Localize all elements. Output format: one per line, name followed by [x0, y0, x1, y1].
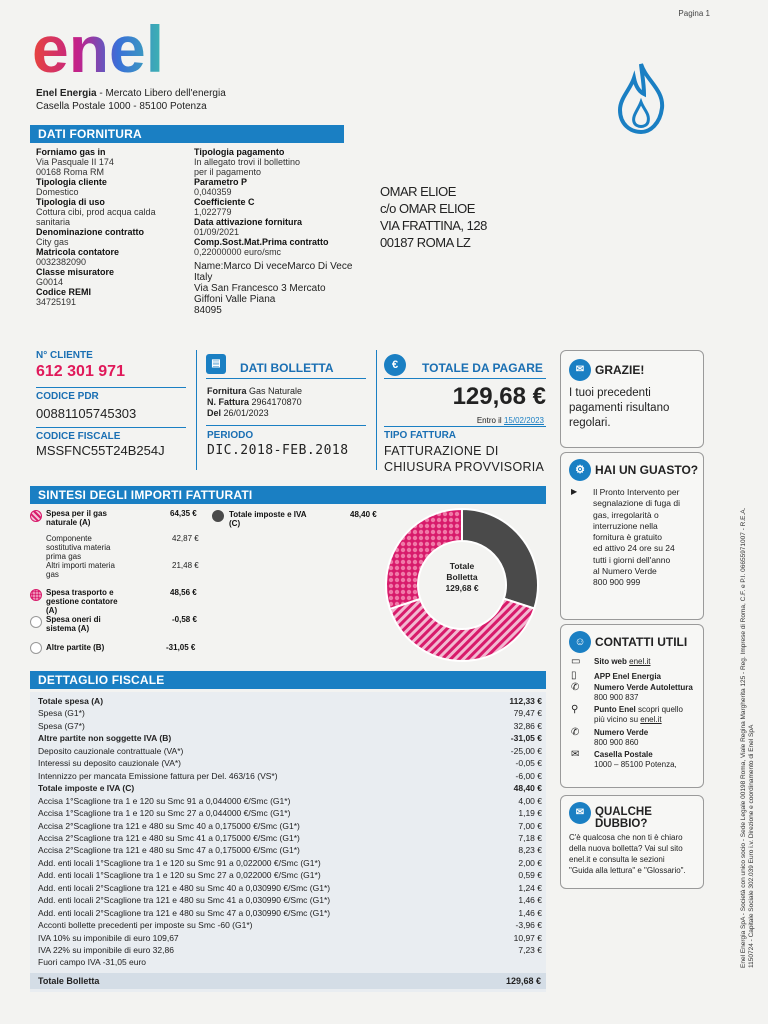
fornitura-left [36, 147, 191, 307]
table-row [38, 795, 546, 807]
table-row [38, 820, 546, 832]
row-value: -25,00 € [510, 745, 542, 756]
page-number: Pagina 1 [678, 9, 710, 18]
row-label: Accisa 2°Scaglione tra 121 e 480 su Smc 40 a 0,175000 €/Smc (G1*) [38, 820, 300, 831]
row-label: Totale spesa (A) [38, 696, 104, 706]
codice-pdr-value: 00881105745303 [36, 406, 137, 421]
grazie-title: GRAZIE! [595, 363, 645, 377]
table-row [38, 919, 546, 931]
grazie-box [560, 350, 704, 448]
company-header [36, 87, 226, 113]
dati-bolletta-title: DATI BOLLETTA [240, 361, 334, 375]
row-value: -3,96 € [515, 920, 542, 931]
row-value: 7,00 € [518, 820, 542, 831]
codice-pdr-label: CODICE PDR [36, 391, 99, 402]
sintesi-label: Altri importi materia gas [46, 561, 115, 579]
codice-fiscale-value: MSSFNC55T24B254J [36, 443, 165, 458]
sintesi-label: Spesa per il gas naturale (A) [46, 509, 107, 527]
sintesi-label: Spesa trasporto e gestione contatore (A) [46, 588, 118, 615]
altre-swatch-icon [30, 642, 42, 654]
enel-link[interactable]: enel.it [629, 657, 651, 666]
n-cliente-label: N° CLIENTE [36, 350, 93, 361]
periodo-label: PERIODO [207, 430, 254, 441]
arrow-icon: ▶ [571, 487, 578, 496]
totale-title: TOTALE DA PAGARE [422, 361, 543, 375]
gas-flame-icon [614, 62, 668, 139]
fornitura-left-item: Matricola contatore 0032382090 [36, 247, 120, 267]
company-address: Casella Postale 1000 - 85100 Potenza [36, 101, 207, 112]
row-value: 1,46 € [518, 895, 542, 906]
table-row [38, 832, 546, 844]
fornitura-left-item: Classe misuratore G0014 [36, 267, 115, 287]
periodo-value: DIC.2018-FEB.2018 [207, 443, 349, 458]
phone-icon: ✆ [571, 682, 580, 693]
row-label: Add. enti locali 2°Scaglione tra 121 e 480 su Smc 47 a 0,030990 €/Smc (G1*) [38, 907, 331, 918]
row-value: 32,86 € [513, 720, 542, 731]
sintesi-label: Altre partite (B) [46, 643, 105, 652]
row-label: Interessi su deposito cauzionale (VA*) [38, 758, 182, 769]
table-row [38, 857, 546, 869]
row-label: IVA 22% su imponibile di euro 32,86 [38, 945, 174, 955]
donut-center-label: Totale Bolletta 129,68 € [445, 561, 479, 593]
row-label: Intennizzo per mancata Emissione fattura per Del. 463/16 (VS*) [38, 770, 278, 781]
gas-swatch-icon [30, 510, 42, 522]
row-label: IVA 10% su imponibile di euro 109,67 [38, 932, 179, 943]
legal-sidebar-text: Enel Energia SpA - Società con unico socio - Sede Legale 00198 Roma, Viale Regina Margherita 125 - Reg. Imprese di Roma, C.F. e P.I. 06655971007 - R.E.A. 1150724 - Capitale Sociale 302.039 Euro i.v. Direzione e coordinamento di Enel SpA [740, 507, 755, 968]
row-value: 1,19 € [518, 808, 542, 819]
mailbox-icon: ✉ [571, 749, 580, 760]
punto-enel-link[interactable]: enel.it [640, 715, 662, 724]
recipient-address [380, 183, 487, 251]
sintesi-value: 42,87 € [172, 534, 199, 543]
euro-icon: € [384, 354, 406, 376]
fornitura-right [194, 147, 354, 316]
row-label: Spesa (G1*) [38, 708, 85, 719]
recipient-line: OMAR ELIOE [380, 184, 456, 199]
table-row [38, 956, 546, 968]
sintesi-value: -31,05 € [166, 643, 196, 652]
company-name: Enel Energia [36, 88, 97, 99]
totale-amount: 129,68 € [452, 383, 546, 410]
guasto-title: HAI UN GUASTO? [595, 463, 699, 477]
fornitura-right-item: Coefficiente C 1,022779 [194, 197, 255, 217]
table-row [38, 882, 546, 894]
table-row [38, 869, 546, 881]
table-row [38, 707, 546, 719]
fornitura-left-item: Tipologia di uso Cottura cibi, prod acqua calda sanitaria [36, 197, 156, 227]
row-label: Add. enti locali 1°Scaglione tra 1 e 120 su Smc 27 a 0,022000 €/Smc (G1*) [38, 870, 321, 881]
enel-logo [32, 14, 182, 84]
totale-bolletta-row: Totale Bolletta 129,68 € [30, 973, 546, 989]
sintesi-label: Spesa oneri di sistema (A) [46, 615, 101, 633]
row-label: Accisa 1°Scaglione tra 1 e 120 su Smc 91 a 0,044000 €/Smc (G1*) [38, 795, 291, 806]
recipient-line: 00187 ROMA LZ [380, 235, 471, 250]
svg-text:enel: enel [32, 14, 165, 84]
oneri-swatch-icon [30, 616, 42, 628]
gear-icon: ⚙ [569, 459, 591, 481]
phone-app-icon: ▯ [571, 670, 577, 681]
row-value: 79,47 € [513, 708, 542, 719]
table-row [38, 932, 546, 944]
imposte-label: Totale imposte e IVA (C) [229, 510, 307, 528]
dubbio-title: QUALCHE DUBBIO? [595, 806, 652, 830]
table-row [38, 745, 546, 757]
fornitura-right-item: Parametro P 0,040359 [194, 177, 248, 197]
table-row [38, 757, 546, 769]
mail-icon: ✉ [569, 802, 591, 824]
row-label: Accisa 2°Scaglione tra 121 e 480 su Smc 41 a 0,175000 €/Smc (G1*) [38, 832, 300, 843]
fornitura-right-item: Data attivazione fornitura 01/09/2021 [194, 217, 303, 237]
row-value: 112,33 € [509, 696, 542, 706]
table-row [38, 720, 546, 732]
donut-slice-0 [390, 599, 534, 661]
trasporto-swatch-icon [30, 589, 42, 601]
dubbio-box [560, 795, 704, 889]
fornitura-left-item: Denominazione contratto City gas [36, 227, 145, 247]
row-value: 4,00 € [518, 795, 542, 806]
row-value: 10,97 € [513, 932, 542, 943]
row-label: Add. enti locali 2°Scaglione tra 121 e 480 su Smc 41 a 0,030990 €/Smc (G1*) [38, 895, 331, 906]
sintesi-value: -0,58 € [172, 615, 197, 624]
sintesi-donut-chart [382, 505, 542, 665]
table-row [38, 807, 546, 819]
codice-fiscale-label: CODICE FISCALE [36, 431, 121, 442]
row-label: Altre partite non soggette IVA (B) [38, 733, 172, 744]
location-icon: ⚲ [571, 704, 579, 715]
tipo-fattura-value: FATTURAZIONE DI CHIUSURA PROVVISORIA [384, 444, 545, 474]
sintesi-label: Componente sostitutiva materia prima gas [46, 534, 111, 561]
fornitura-extra-address: Name:Marco Di veceMarco Di Vece Italy Via San Francesco 3 Mercato Giffoni Valle Piana 84095 [194, 261, 353, 316]
row-label: Add. enti locali 1°Scaglione tra 1 e 120 su Smc 91 a 0,022000 €/Smc (G1*) [38, 857, 321, 868]
bolletta-details: Fornitura Gas Naturale N. Fattura 2964170870 Del 26/01/2023 [207, 386, 303, 418]
sintesi-header: SINTESI DEGLI IMPORTI FATTURATI [30, 486, 546, 504]
imposte-value: 48,40 € [350, 510, 377, 519]
entro-line: Entro il 15/02/2023 [476, 416, 544, 425]
contatti-title: CONTATTI UTILI [595, 635, 688, 649]
sintesi-value: 64,35 € [170, 509, 197, 518]
fornitura-left-item: Codice REMI 34725191 [36, 287, 92, 307]
fornitura-right-item: Comp.Sost.Mat.Prima contratto 0,22000000 euro/smc [194, 237, 329, 257]
fornitura-left-item: Forniamo gas in Via Pasquale II 174 00168 Roma RM [36, 147, 114, 177]
row-value: -31,05 € [510, 733, 542, 744]
table-row [38, 770, 546, 782]
fornitura-left-item: Tipologia cliente Domestico [36, 177, 107, 197]
grazie-text: I tuoi precedenti pagamenti risultano regolari. [569, 387, 670, 429]
row-value: 1,24 € [518, 882, 542, 893]
sintesi-value: 48,56 € [170, 588, 197, 597]
row-label: Acconti bollette precedenti per imposte su Smc -60 (G1*) [38, 920, 253, 931]
phone-icon: ✆ [571, 727, 580, 738]
row-value: 0,59 € [518, 870, 542, 881]
row-label: Spesa (G7*) [38, 720, 85, 731]
mail-icon: ✉ [569, 359, 591, 381]
guasto-text: Il Pronto Intervento per segnalazione di fuga di gas, irregolarità o interruzione nella fornitura è gratuito ed attivo 24 ore su 24 tutti i giorni dell'anno al Numero Verde 800 900 999 [593, 487, 680, 588]
tipo-fattura-label: TIPO FATTURA [384, 430, 457, 441]
table-row [38, 782, 546, 794]
fornitura-right-item: Tipologia pagamento In allegato trovi il bollettino per il pagamento [194, 147, 301, 177]
row-value: 48,40 € [513, 783, 542, 794]
monitor-icon: ▭ [571, 656, 581, 667]
row-label: Totale imposte e IVA (C) [38, 783, 135, 794]
row-label: Accisa 2°Scaglione tra 121 e 480 su Smc 47 a 0,175000 €/Smc (G1*) [38, 845, 300, 856]
row-value: 7,23 € [518, 945, 542, 955]
table-row [38, 944, 546, 956]
row-value: 7,18 € [518, 832, 542, 843]
recipient-line: VIA FRATTINA, 128 [380, 218, 487, 233]
row-value: 1,46 € [518, 907, 542, 918]
dubbio-text: C'è qualcosa che non ti è chiaro della nuova bolletta? Vai sul sito enel.it e consulta le sezioni "Guida alla lettura" e "Glossario". [569, 833, 686, 875]
row-value: 8,23 € [518, 845, 542, 856]
document-icon: ▤ [206, 354, 226, 374]
row-label: Deposito cauzionale contrattuale (VA*) [38, 745, 184, 756]
people-icon: ☺ [569, 631, 591, 653]
sintesi-value: 21,48 € [172, 561, 199, 570]
table-row [38, 844, 546, 856]
table-row [38, 695, 546, 707]
imposte-swatch-icon [212, 510, 224, 522]
n-cliente-value: 612 301 971 [36, 363, 125, 380]
table-row [38, 907, 546, 919]
row-value: 2,00 € [518, 857, 542, 868]
company-tagline: - Mercato Libero dell'energia [96, 88, 226, 99]
app-label: APP Enel Energia [594, 672, 661, 681]
dettaglio-header: DETTAGLIO FISCALE [30, 671, 546, 689]
guasto-box [560, 452, 704, 620]
cliente-block [36, 350, 186, 458]
table-row [38, 894, 546, 906]
table-row [38, 732, 546, 744]
row-label: Fuori campo IVA -31,05 euro [38, 957, 147, 968]
row-value: -6,00 € [515, 770, 542, 781]
row-label: Add. enti locali 2°Scaglione tra 121 e 480 su Smc 40 a 0,030990 €/Smc (G1*) [38, 882, 331, 893]
row-value: -0,05 € [515, 758, 542, 769]
row-label: Accisa 1°Scaglione tra 1 e 120 su Smc 27 a 0,044000 €/Smc (G1*) [38, 808, 291, 819]
recipient-line: c/o OMAR ELIOE [380, 201, 475, 216]
dati-fornitura-header: DATI FORNITURA [30, 125, 344, 143]
